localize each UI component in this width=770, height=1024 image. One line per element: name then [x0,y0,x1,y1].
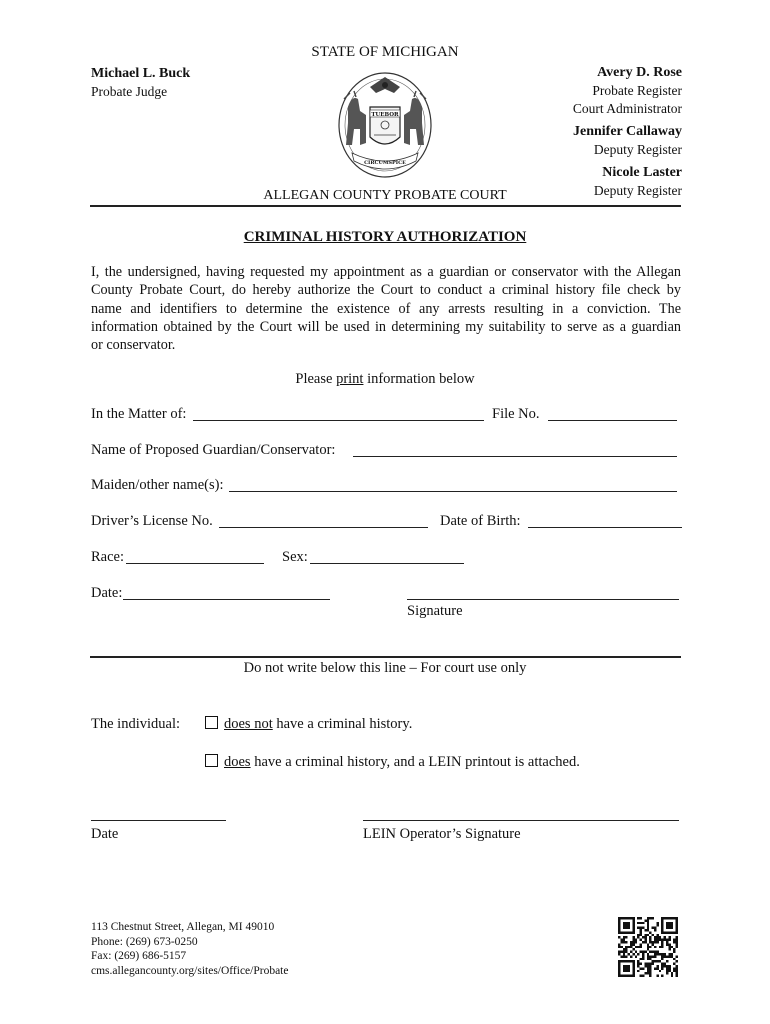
court-date-label: Date [91,826,119,842]
address-line-1: 113 Chestnut Street, Allegan, MI 49010 [91,921,275,933]
paragraph-line-3: name and identifiers to determine the existence of any arrests resulting in a conviction. The [91,300,681,317]
qr-code-icon[interactable] [618,917,678,977]
print-note [0,370,770,388]
staff-name-callaway: Jennifer Callaway [572,124,682,139]
option-no-history[interactable] [205,715,412,733]
option-has-history[interactable] [205,753,580,771]
court-name: ALLEGAN COUNTY PROBATE COURT [263,188,507,203]
option1-rest: have a criminal history. [272,716,413,732]
address-line-2: Phone: (269) 673-0250 [91,935,198,948]
operator-signature-line[interactable] [363,820,679,821]
no-history-checkbox[interactable] [205,716,218,729]
staff-title-rose-2: Court Administrator [572,101,682,116]
form-title: CRIMINAL HISTORY AUTHORIZATION [243,229,527,245]
has-history-checkbox[interactable] [205,754,218,767]
state-heading: STATE OF MICHIGAN [311,44,459,60]
address-line-4[interactable]: cms.allegancounty.org/sites/Office/Probate [91,964,289,977]
option1-underlined: does not [224,716,273,732]
guardian-label: Name of Proposed Guardian/Conservator: [91,442,336,458]
footer-address [91,920,288,978]
address-line-3: Fax: (269) 686-5157 [91,950,187,962]
paragraph-line-5: or conservator. [91,337,176,354]
matter-field[interactable] [193,405,484,421]
race-label: Race: [91,549,125,565]
michigan-seal-icon [330,65,440,185]
maiden-label: Maiden/other name(s): [91,477,224,493]
guardian-field[interactable] [353,441,677,457]
matter-label: In the Matter of: [91,406,187,422]
paragraph-line-2: County Probate Court, do hereby authorize the Court to conduct a criminal history file check by [91,282,681,299]
sex-label: Sex: [282,549,308,565]
race-field[interactable] [126,548,264,564]
print-note-after: information below [363,371,475,387]
sex-field[interactable] [310,548,464,564]
judge-name: Michael L. Buck [91,66,191,81]
staff-name-rose: Avery D. Rose [597,65,682,80]
paragraph-line-1: I, the undersigned, having requested my appointment as a guardian or conservator with the Allegan [91,264,681,280]
print-note-underlined: print [336,371,364,387]
staff-title-rose-1: Probate Register [592,83,682,98]
staff-name-laster: Nicole Laster [602,165,682,180]
file-no-field[interactable] [548,405,677,421]
print-note-before: Please [295,371,337,387]
svg-text:CIRCUMSPICE: CIRCUMSPICE [364,160,406,166]
signature-line[interactable] [407,599,679,600]
file-no-label: File No. [492,406,540,422]
option2-rest: have a criminal history, and a LEIN printout is attached. [250,754,580,770]
court-date-line[interactable] [91,820,226,821]
license-label: Driver’s License No. [91,513,213,529]
paragraph-line-4: information obtained by the Court will be used in determining my suitability to serve as a guardian [91,318,681,335]
dob-label: Date of Birth: [440,513,521,529]
judge-title: Probate Judge [91,84,168,99]
option2-underlined: does [224,754,251,770]
maiden-field[interactable] [229,476,677,492]
individual-label: The individual: [91,716,180,732]
date-label: Date: [91,585,123,601]
signature-label: Signature [407,603,463,619]
svg-text:TUEBOR: TUEBOR [371,112,399,118]
operator-signature-label: LEIN Operator’s Signature [363,826,521,842]
license-field[interactable] [219,512,428,528]
staff-title-laster: Deputy Register [593,183,682,198]
date-field[interactable] [123,584,330,600]
staff-title-callaway: Deputy Register [593,142,682,157]
dob-field[interactable] [528,512,682,528]
staff-list [573,64,682,200]
header-divider [90,205,681,207]
authorization-paragraph [91,263,681,354]
court-use-note: Do not write below this line – For court use only [243,660,527,676]
court-use-divider [90,656,681,658]
